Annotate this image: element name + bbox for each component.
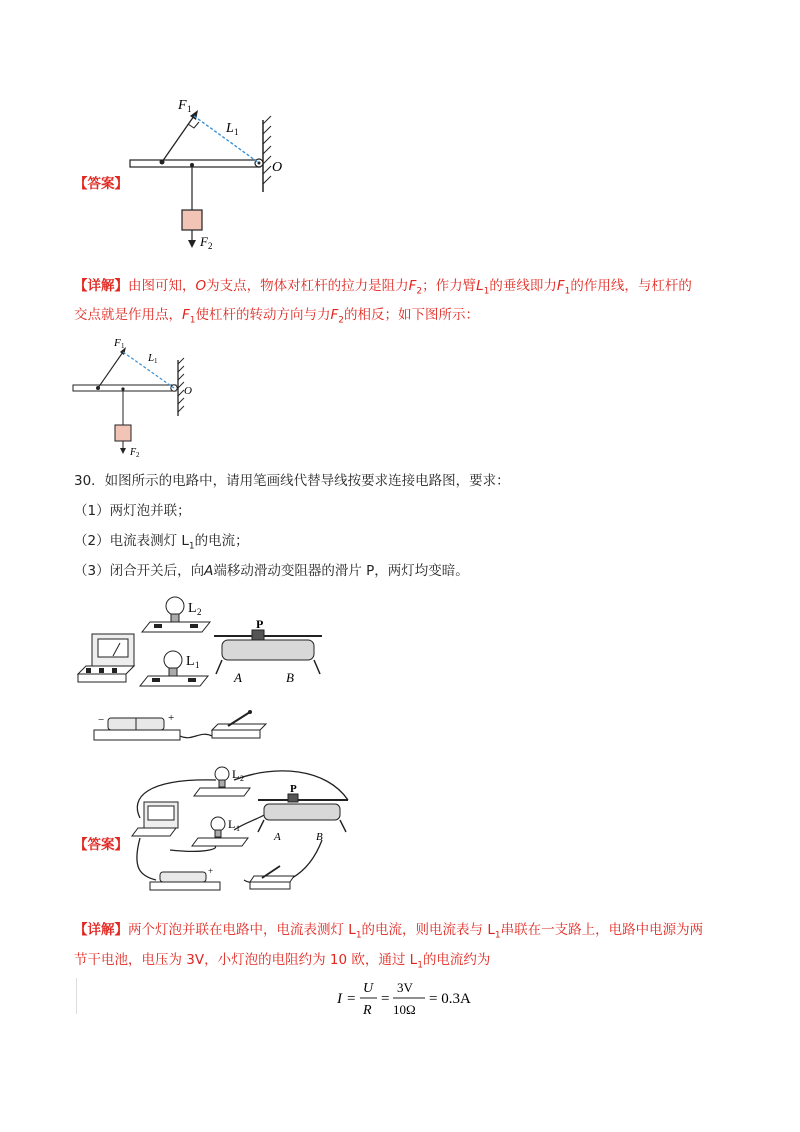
svg-text:U: U bbox=[363, 981, 374, 996]
svg-text:1: 1 bbox=[195, 660, 200, 670]
bulb-l1 bbox=[140, 651, 208, 686]
svg-text:+: + bbox=[168, 712, 175, 724]
answer-tag-1: 【答案】 bbox=[74, 176, 128, 192]
requirement-1: （1）两灯泡并联； bbox=[74, 503, 191, 519]
detail-tag-1: 【详解】 bbox=[74, 278, 128, 294]
circuit-components-figure bbox=[72, 590, 342, 750]
svg-text:B: B bbox=[316, 831, 323, 843]
rheostat bbox=[214, 617, 322, 685]
lever-figure-detail bbox=[70, 332, 210, 460]
svg-text:O: O bbox=[184, 385, 192, 397]
bulb-l2 bbox=[142, 597, 210, 632]
svg-text:A: A bbox=[234, 670, 242, 685]
svg-text:2: 2 bbox=[197, 607, 202, 617]
ammeter bbox=[78, 634, 134, 682]
ohm-law-formula bbox=[335, 976, 485, 1020]
svg-text:P: P bbox=[290, 783, 297, 795]
svg-text:L: L bbox=[148, 352, 155, 364]
formula-margin-line bbox=[76, 978, 77, 1014]
svg-text:1: 1 bbox=[236, 824, 240, 833]
battery-holder bbox=[94, 712, 180, 740]
requirement-3: （3）闭合开关后，向A端移动滑动变阻器的滑片 P，两灯均变暗。 bbox=[74, 563, 469, 579]
svg-text:A: A bbox=[274, 831, 281, 843]
svg-text:=: = bbox=[347, 991, 356, 1007]
requirement-2: （2）电流表测灯 $L_1$的电流； bbox=[74, 533, 249, 552]
svg-text:2: 2 bbox=[136, 451, 140, 459]
svg-text:=: = bbox=[381, 991, 390, 1007]
svg-text:P: P bbox=[256, 617, 264, 631]
svg-text:−: − bbox=[98, 714, 105, 726]
f2-label: F bbox=[200, 234, 208, 249]
circuit-answer-figure bbox=[126, 758, 366, 898]
svg-text:L: L bbox=[228, 817, 236, 831]
svg-text:L: L bbox=[188, 601, 197, 616]
svg-text:3V: 3V bbox=[397, 980, 413, 995]
detail2-line1: 【详解】两个灯泡并联在电路中，电流表测灯 $L_1$的电流，则电流表与 $L_1$串联在一支路上，电路中电源为两 bbox=[74, 922, 704, 941]
svg-text:2: 2 bbox=[240, 774, 244, 783]
l1-subscript: 1 bbox=[234, 127, 239, 137]
svg-text:B: B bbox=[286, 670, 294, 685]
pivot-o-label: O bbox=[272, 160, 283, 175]
svg-text:I: I bbox=[337, 991, 342, 1007]
svg-text:F: F bbox=[114, 337, 121, 349]
svg-text:1: 1 bbox=[121, 342, 125, 350]
f2-subscript: 2 bbox=[208, 241, 213, 251]
lever-figure-answer bbox=[120, 92, 290, 252]
svg-text:1: 1 bbox=[154, 357, 158, 365]
detail2-line2: 节干电池，电压为 3V，小灯泡的电阻约为 10 欧，通过 $L_1$的电流约为 bbox=[74, 952, 491, 971]
f1-label: F bbox=[178, 98, 187, 113]
svg-text:= 0.3A: = 0.3A bbox=[429, 991, 471, 1007]
question-30-stem: 30．如图所示的电路中，请用笔画线代替导线按要求连接电路图，要求： bbox=[74, 473, 510, 489]
detail1-line1: 【详解】由图可知，O为支点，物体对杠杆的拉力是阻力$F_2$；作力臂$L_1$的垂线即力$F_1$的作用线，与杠杆的 bbox=[74, 278, 692, 297]
svg-text:L: L bbox=[232, 767, 240, 781]
svg-text:10Ω: 10Ω bbox=[393, 1002, 416, 1017]
detail1-line2: 交点就是作用点，$F_1$使杠杆的转动方向与力$F_2$的相反；如下图所示： bbox=[74, 307, 479, 326]
switch bbox=[212, 710, 266, 738]
l1-label: L bbox=[226, 121, 234, 136]
f1-subscript: 1 bbox=[187, 104, 192, 114]
svg-text:L: L bbox=[186, 654, 195, 669]
answer-tag-2: 【答案】 bbox=[74, 837, 128, 853]
svg-text:R: R bbox=[363, 1003, 372, 1018]
svg-text:F: F bbox=[130, 447, 137, 458]
svg-text:+: + bbox=[208, 866, 214, 876]
detail-tag-2: 【详解】 bbox=[74, 922, 128, 938]
